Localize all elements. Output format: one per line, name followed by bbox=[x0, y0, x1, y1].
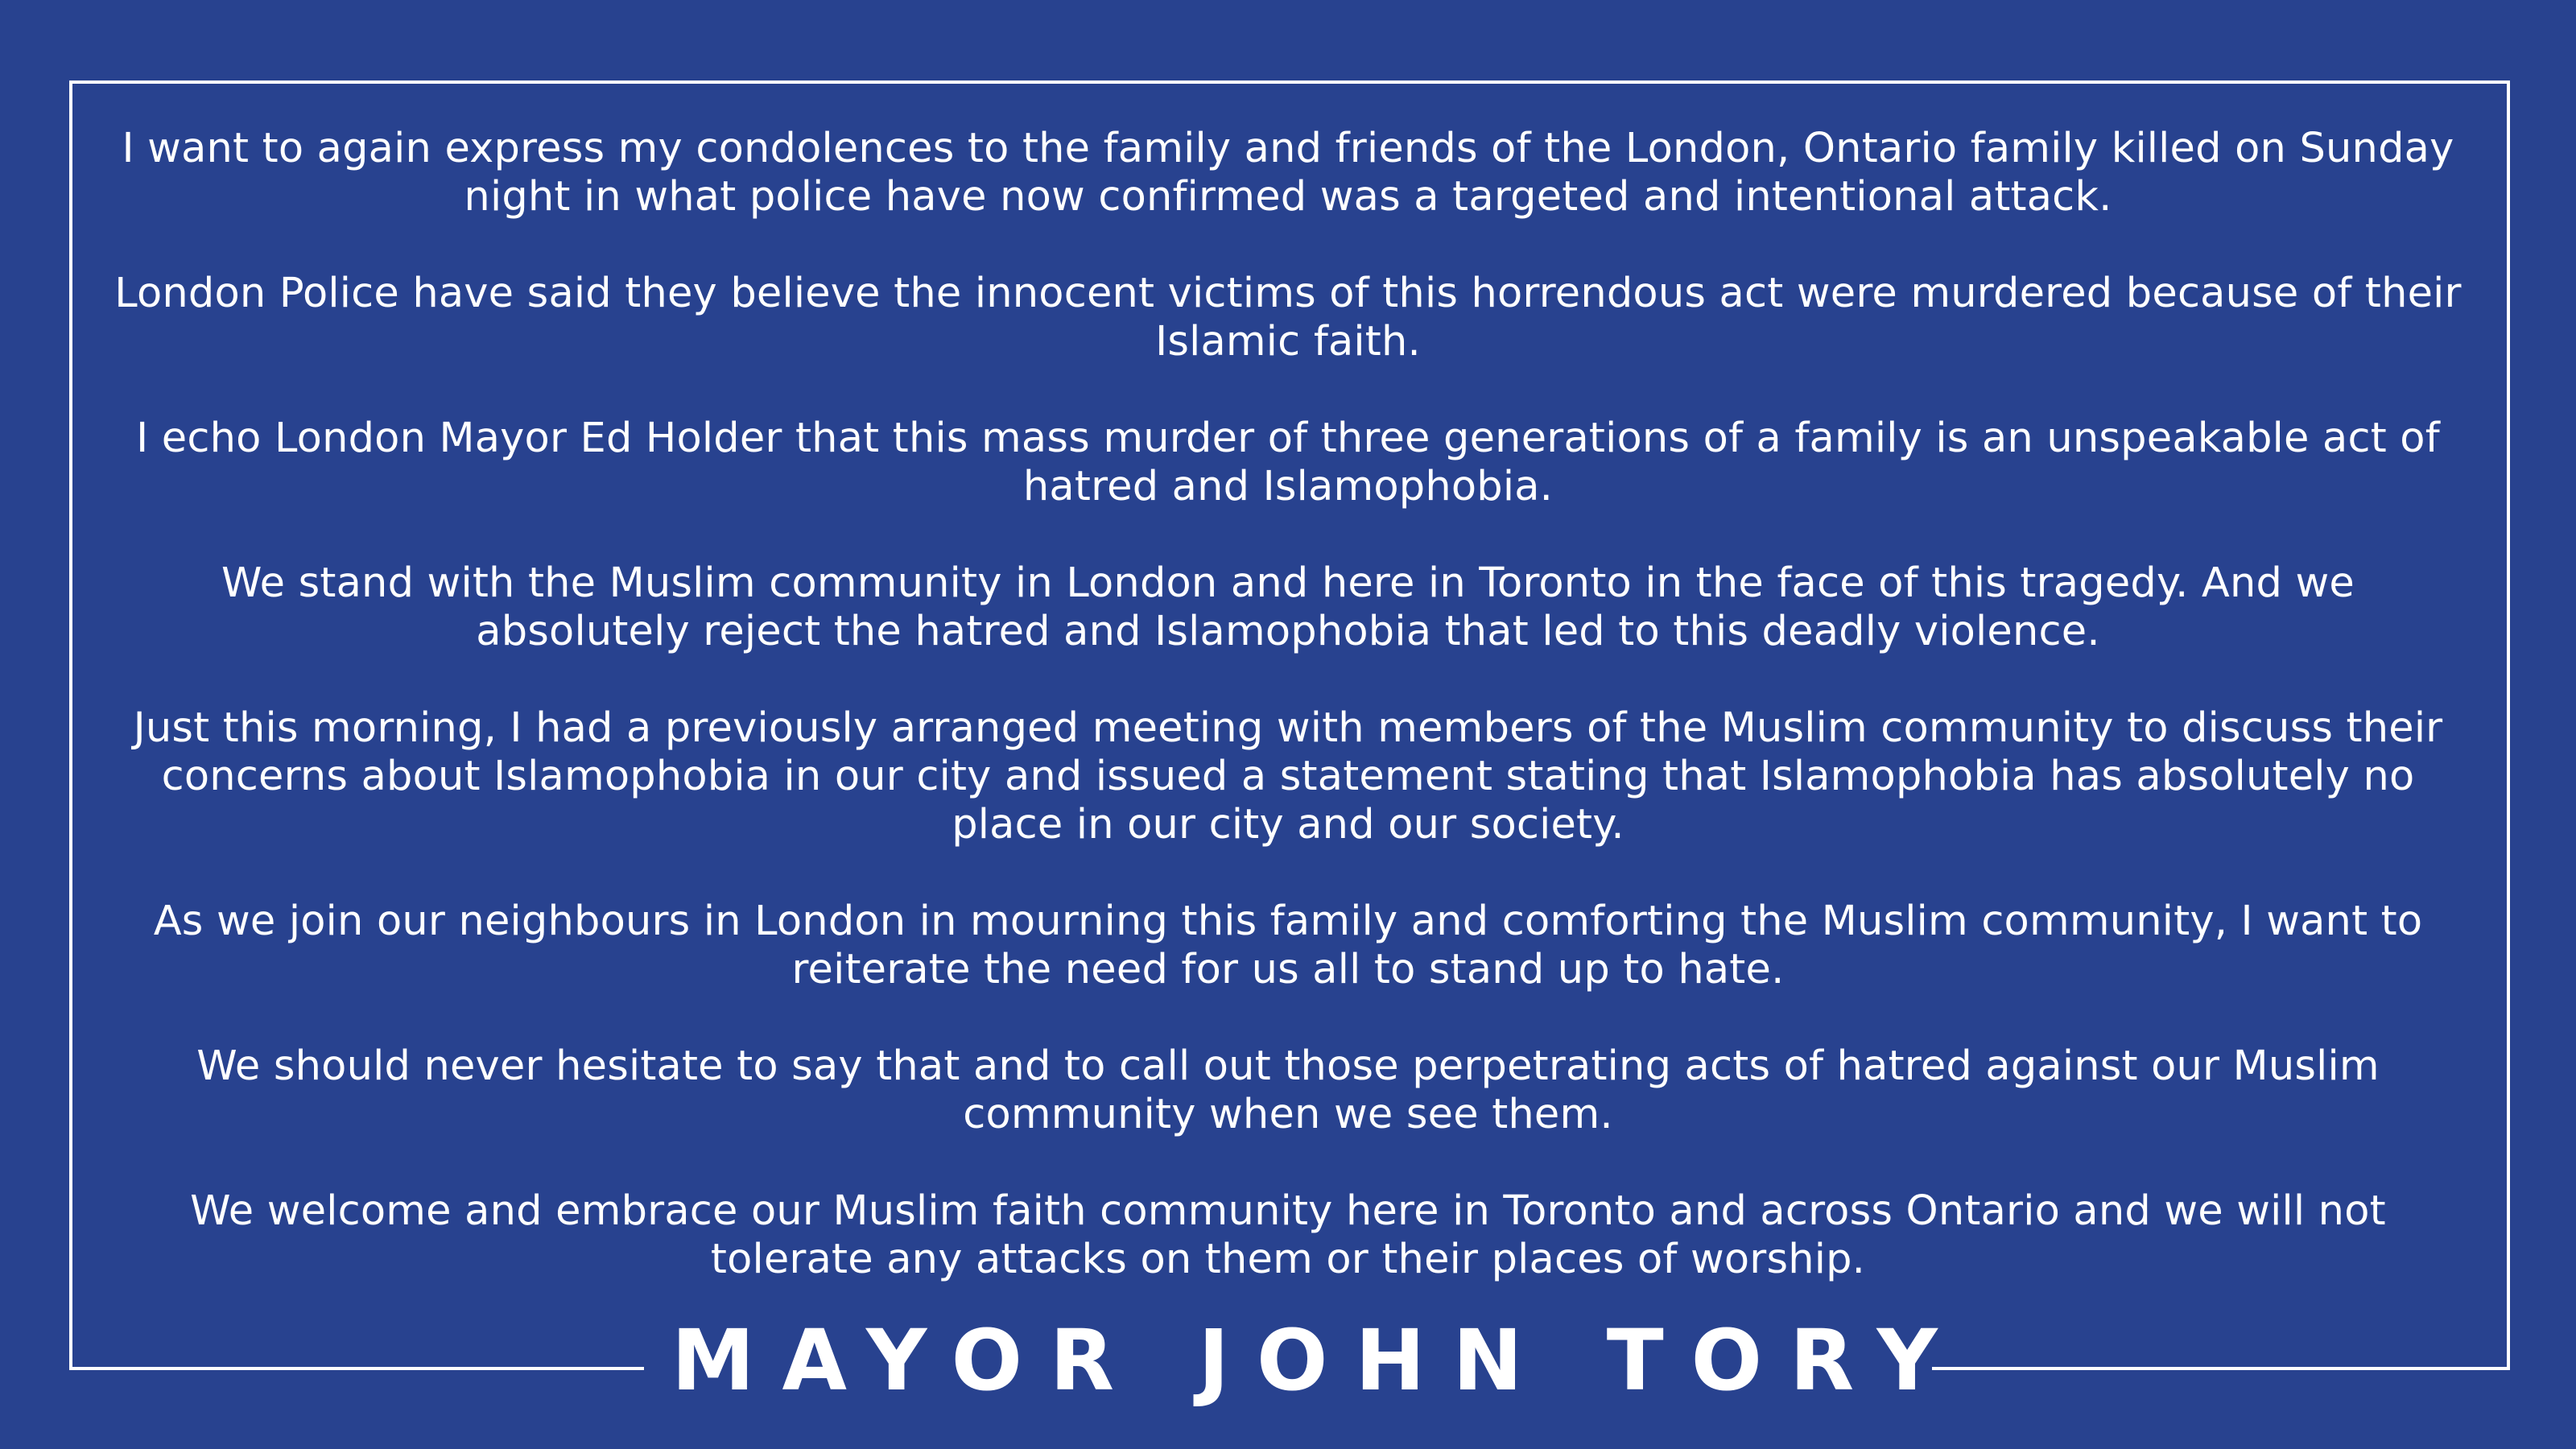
statement-paragraph-4: We stand with the Muslim community in London and here in Toronto in the face of this tragedy. And we absolutely reject the hatred and Islamophobia that led to this deadly violence. bbox=[221, 559, 2355, 655]
frame-bottom-right-border bbox=[1932, 1367, 2510, 1370]
frame-right-border bbox=[2507, 80, 2510, 1370]
statement-paragraph-8: We welcome and embrace our Muslim faith community here in Toronto and across Ontario and we will not tolerate any attacks on them or their places of worship. bbox=[190, 1187, 2386, 1283]
statement-paragraph-5: Just this morning, I had a previously arranged meeting with members of the Muslim community to discuss their concerns about Islamophobia in our city and issued a statement stating that Islamophobia has absolutely no place in our city and our society. bbox=[133, 704, 2443, 848]
frame-left-border bbox=[69, 80, 72, 1370]
statement-paragraph-3: I echo London Mayor Ed Holder that this mass murder of three generations of a family is an unspeakable act of hatred and Islamophobia. bbox=[136, 415, 2440, 510]
statement-paragraph-6: As we join our neighbours in London in mourning this family and comforting the Muslim community, I want to reiterate the need for us all to stand up to hate. bbox=[153, 898, 2423, 993]
frame-top-border bbox=[69, 80, 2510, 84]
statement-paragraph-7: We should never hesitate to say that and to call out those perpetrating acts of hatred against our Muslim community when we see them. bbox=[196, 1042, 2380, 1138]
statement-paragraph-1: I want to again express my condolences to the family and friends of the London, Ontario family killed on Sunday night in what police have now confirmed was a targeted and intentional attack. bbox=[122, 125, 2454, 221]
signature-name: MAYOR JOHN TORY bbox=[671, 1311, 1965, 1410]
frame-bottom-left-border bbox=[69, 1367, 644, 1370]
statement-paragraph-2: London Police have said they believe the innocent victims of this horrendous act were murdered because of their Islamic faith. bbox=[114, 270, 2462, 365]
statement-body bbox=[113, 125, 2463, 1308]
